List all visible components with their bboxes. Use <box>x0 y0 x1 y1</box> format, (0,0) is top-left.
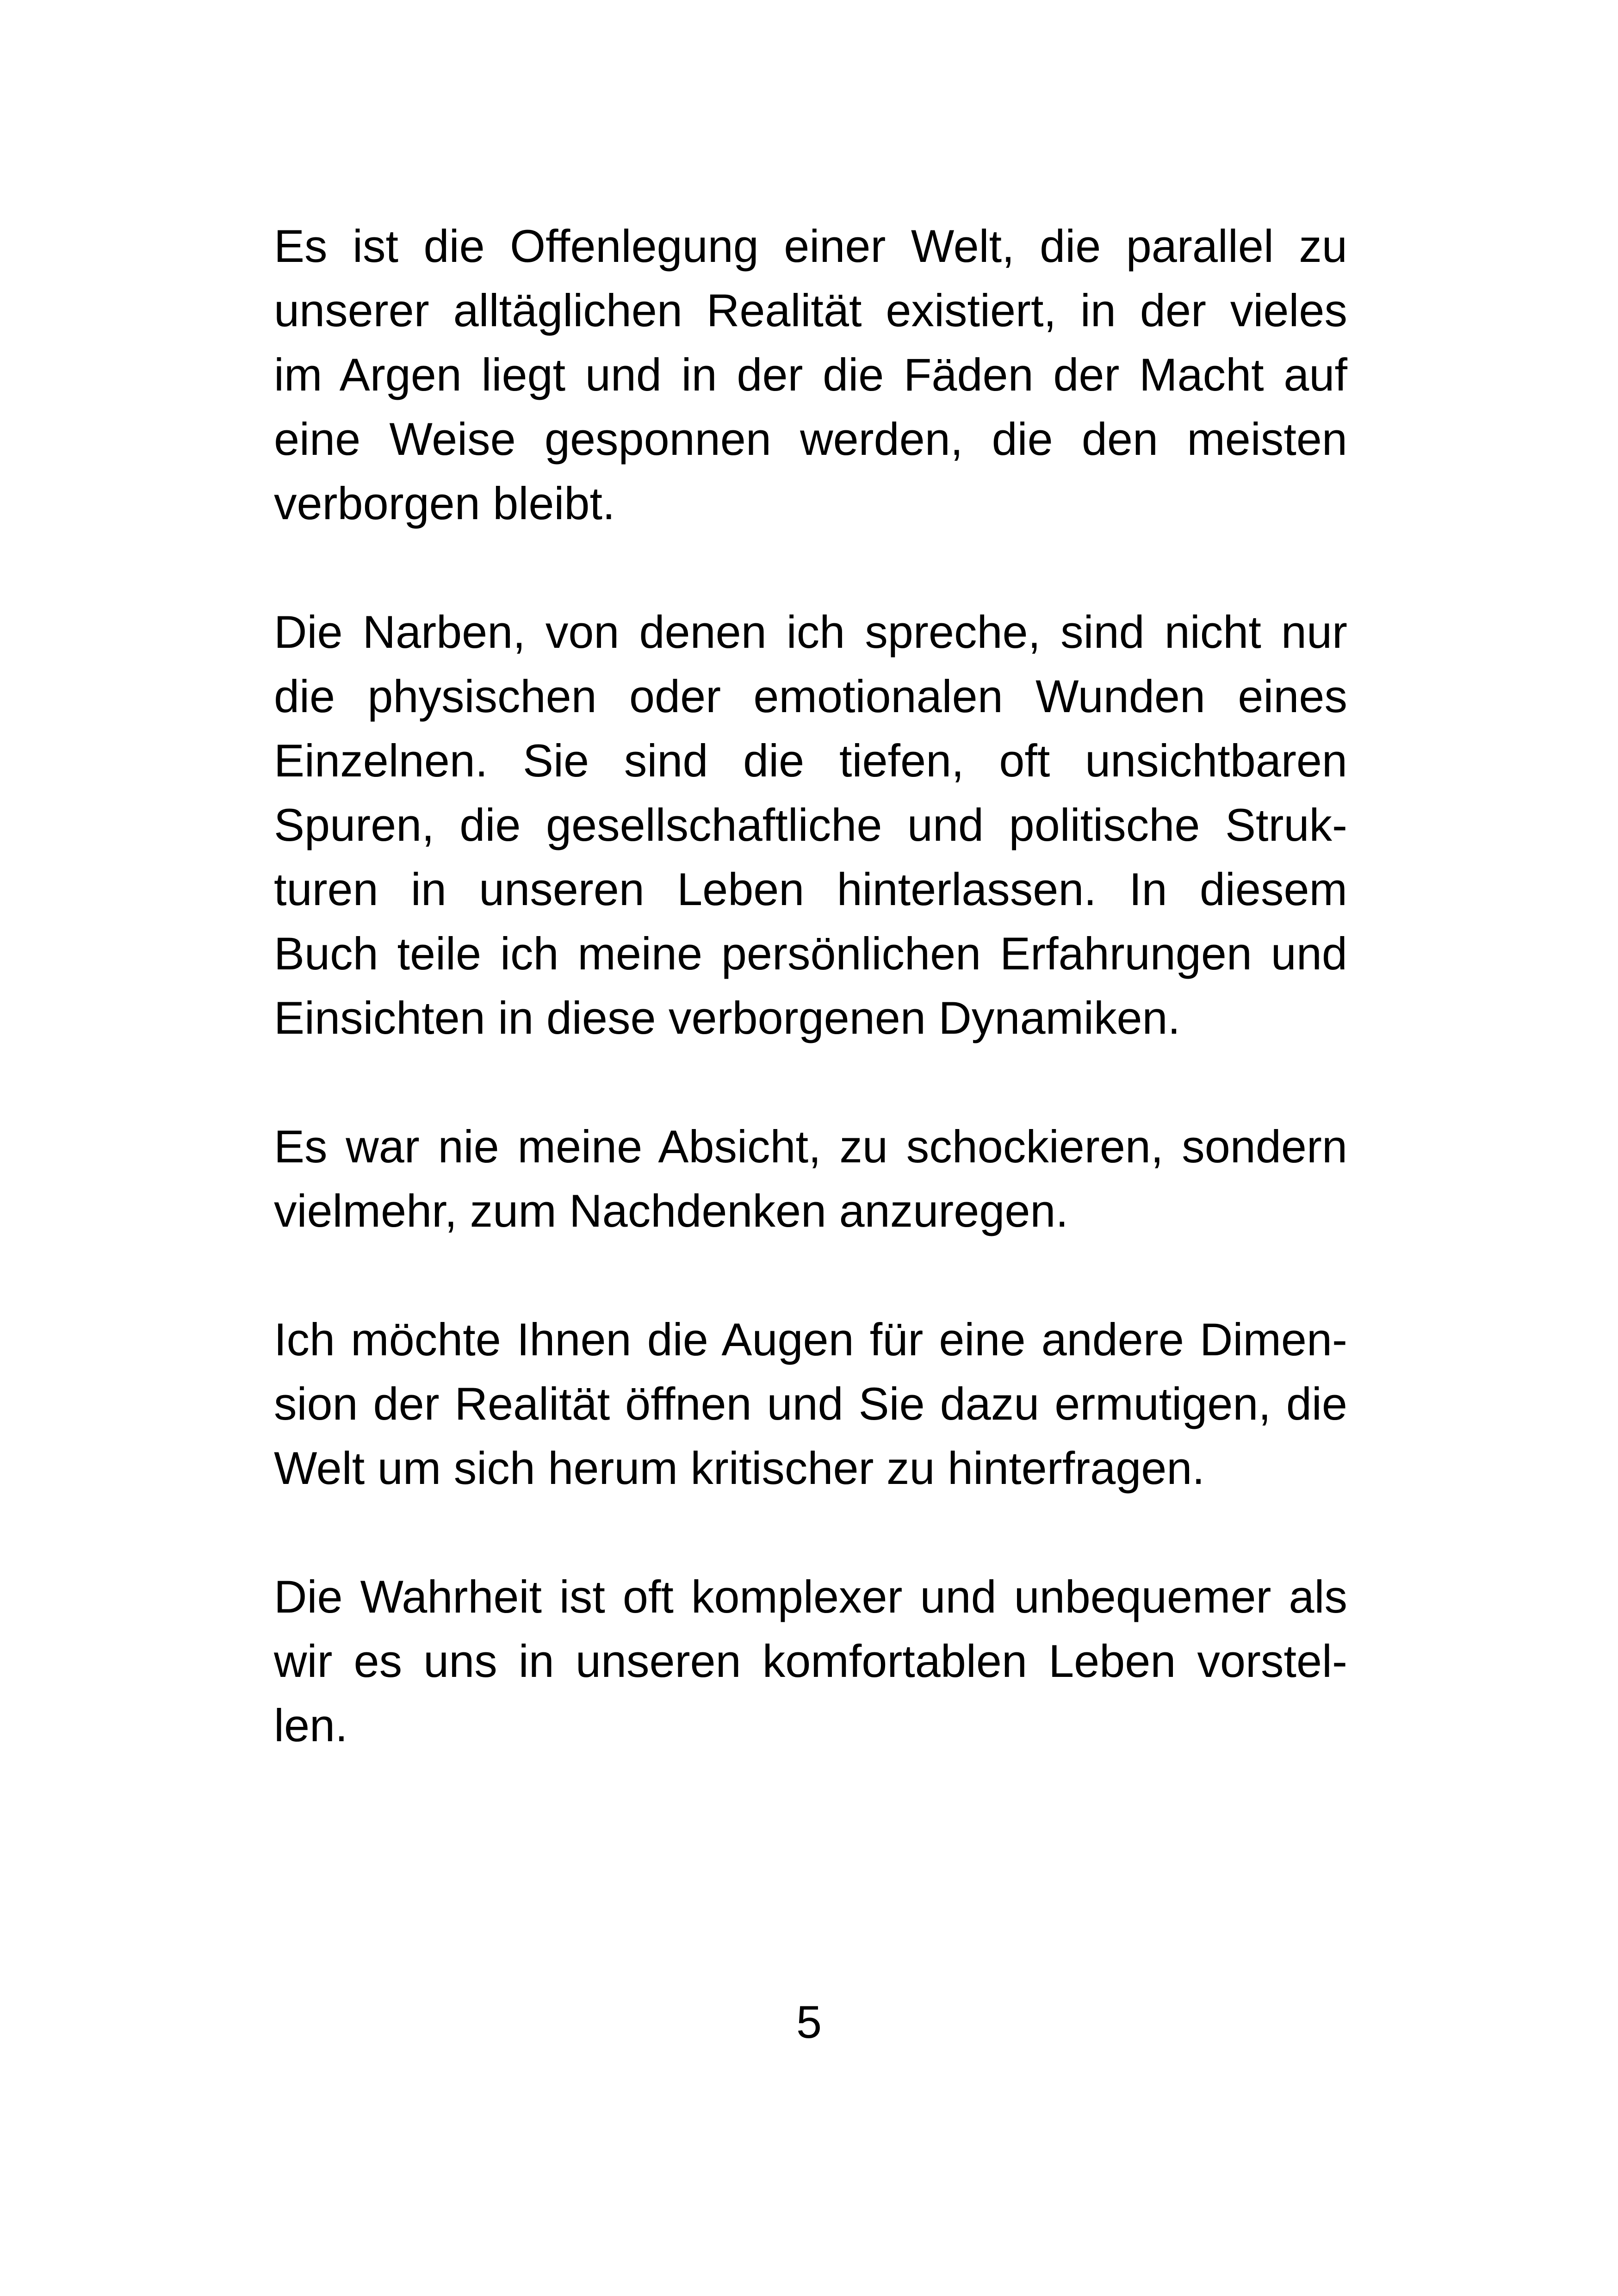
text-line: turen in unseren Leben hinterlassen. In diesem <box>274 863 1347 915</box>
paragraph-gap <box>274 535 1347 600</box>
text-line: eine Weise gesponnen werden, die den meisten <box>274 413 1347 465</box>
text-line: die physischen oder emotionalen Wunden eines <box>274 670 1347 722</box>
paragraph-5 <box>274 1564 1347 1757</box>
text-line: verborgen bleibt. <box>274 478 615 529</box>
text-line: Einzelnen. Sie sind die tiefen, oft unsichtbaren <box>274 735 1347 786</box>
text-line: Spuren, die gesellschaftliche und politische Struk- <box>274 799 1347 850</box>
paragraph-1 <box>274 214 1347 535</box>
paragraph-4 <box>274 1307 1347 1500</box>
text-line: sion der Realität öffnen und Sie dazu ermutigen, die <box>274 1378 1347 1429</box>
text-line: Es war nie meine Absicht, zu schockieren, sondern <box>274 1121 1347 1172</box>
text-line: Es ist die Offenlegung einer Welt, die parallel zu <box>274 220 1347 272</box>
text-line: unserer alltäglichen Realität existiert, in der vieles <box>274 285 1347 336</box>
text-line: vielmehr, zum Nachdenken anzuregen. <box>274 1185 1068 1236</box>
page-number: 5 <box>796 1996 822 2048</box>
text-line: im Argen liegt und in der die Fäden der Macht auf <box>274 349 1347 400</box>
text-line: Ich möchte Ihnen die Augen für eine andere Dimen- <box>274 1314 1347 1365</box>
text-line: len. <box>274 1700 348 1751</box>
paragraph-gap <box>274 1243 1347 1307</box>
paragraph-2 <box>274 600 1347 1050</box>
paragraph-3 <box>274 1114 1347 1243</box>
text-line: Einsichten in diese verborgenen Dynamiken. <box>274 992 1181 1043</box>
paragraph-gap <box>274 1500 1347 1564</box>
paragraph-gap <box>274 1050 1347 1114</box>
text-line: wir es uns in unseren komfortablen Leben vorstel- <box>274 1635 1347 1687</box>
text-line: Die Narben, von denen ich spreche, sind nicht nur <box>274 606 1347 658</box>
text-line: Buch teile ich meine persönlichen Erfahrungen und <box>274 928 1347 979</box>
text-line: Welt um sich herum kritischer zu hinterfragen. <box>274 1442 1205 1494</box>
body-text <box>274 214 1347 1757</box>
text-line: Die Wahrheit ist oft komplexer und unbequemer als <box>274 1571 1347 1622</box>
